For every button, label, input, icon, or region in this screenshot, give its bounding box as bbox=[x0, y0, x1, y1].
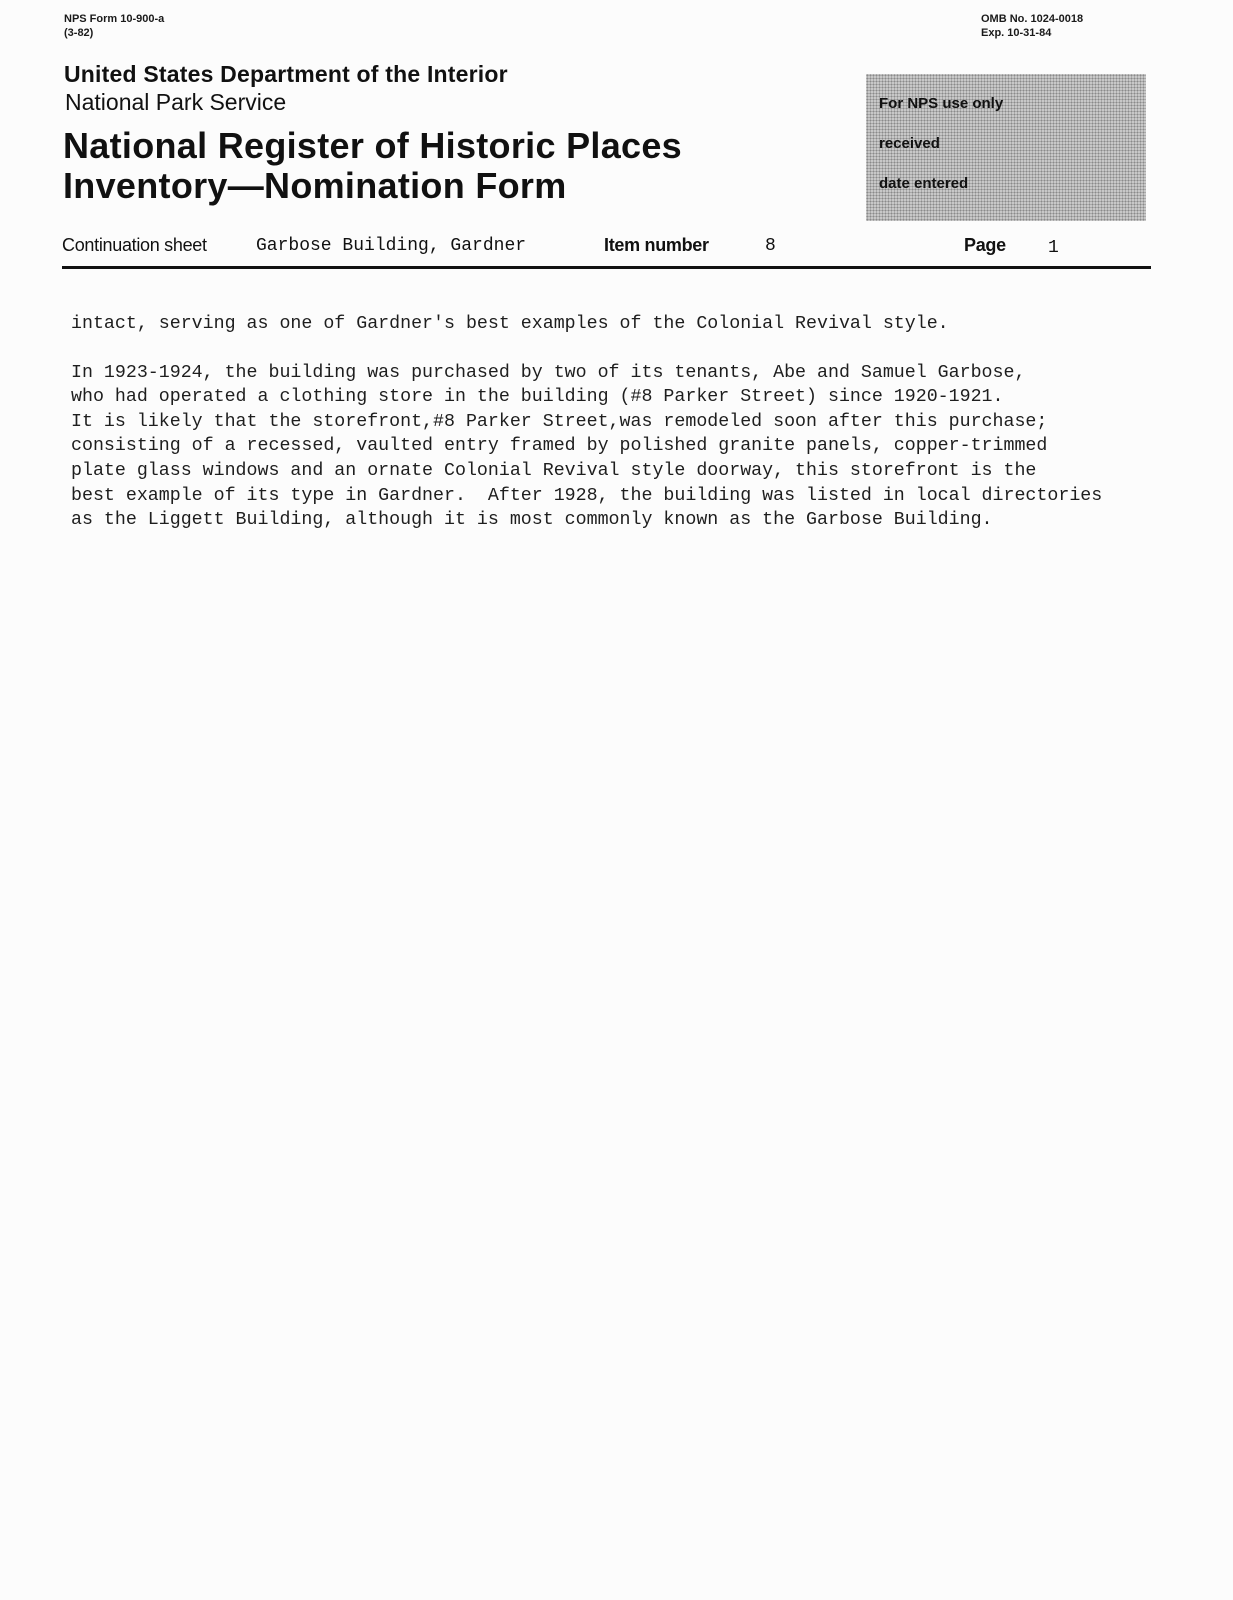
department-name: United States Department of the Interior bbox=[64, 61, 508, 87]
text-line: In 1923-1924, the building was purchased by two of its tenants, Abe and Samuel Garbose, bbox=[71, 362, 1026, 383]
text-line: It is likely that the storefront,#8 Parker Street,was remodeled soon after this purchase; bbox=[71, 411, 1048, 432]
form-title-line-2: Inventory—Nomination Form bbox=[63, 165, 567, 206]
omb-number: OMB No. 1024-0018 bbox=[981, 13, 1084, 25]
omb-info bbox=[981, 12, 1083, 40]
item-number-value: 8 bbox=[765, 236, 776, 256]
form-number: NPS Form 10-900-a bbox=[64, 13, 165, 25]
nps-use-only-box bbox=[866, 74, 1146, 221]
narrative-text bbox=[71, 312, 1231, 533]
item-number-label: Item number bbox=[604, 235, 709, 255]
form-identifier bbox=[64, 12, 164, 40]
continuation-sheet-row bbox=[62, 232, 1150, 268]
text-line: consisting of a recessed, vaulted entry framed by polished granite panels, copper-trimmed bbox=[71, 436, 1048, 457]
page-label: Page bbox=[964, 235, 1006, 255]
received-label: received bbox=[879, 135, 940, 152]
date-entered-label: date entered bbox=[879, 175, 969, 192]
page-value: 1 bbox=[1048, 238, 1059, 258]
form-date: (3-82) bbox=[64, 27, 94, 39]
text-line: best example of its type in Gardner. After 1928, the building was listed in local directories bbox=[71, 485, 1103, 506]
text-line: plate glass windows and an ornate Colonial Revival style doorway, this storefront is the bbox=[71, 460, 1037, 481]
paragraph-2 bbox=[71, 361, 1231, 533]
paragraph-1 bbox=[71, 312, 1231, 337]
nps-use-heading: For NPS use only bbox=[879, 95, 1004, 112]
text-line: as the Liggett Building, although it is most commonly known as the Garbose Building. bbox=[71, 510, 993, 531]
continuation-sheet-value: Garbose Building, Gardner bbox=[256, 236, 527, 256]
text-line: who had operated a clothing store in the building (#8 Parker Street) since 1920-1921. bbox=[71, 387, 1004, 408]
continuation-sheet-label: Continuation sheet bbox=[62, 235, 207, 255]
header-rule bbox=[62, 266, 1151, 269]
form-title-line-1: National Register of Historic Places bbox=[63, 125, 682, 166]
text-line: intact, serving as one of Gardner's best examples of the Colonial Revival style. bbox=[71, 314, 949, 334]
expiration-date: Exp. 10-31-84 bbox=[981, 27, 1052, 39]
form-title bbox=[63, 126, 682, 206]
service-name: National Park Service bbox=[65, 89, 287, 115]
